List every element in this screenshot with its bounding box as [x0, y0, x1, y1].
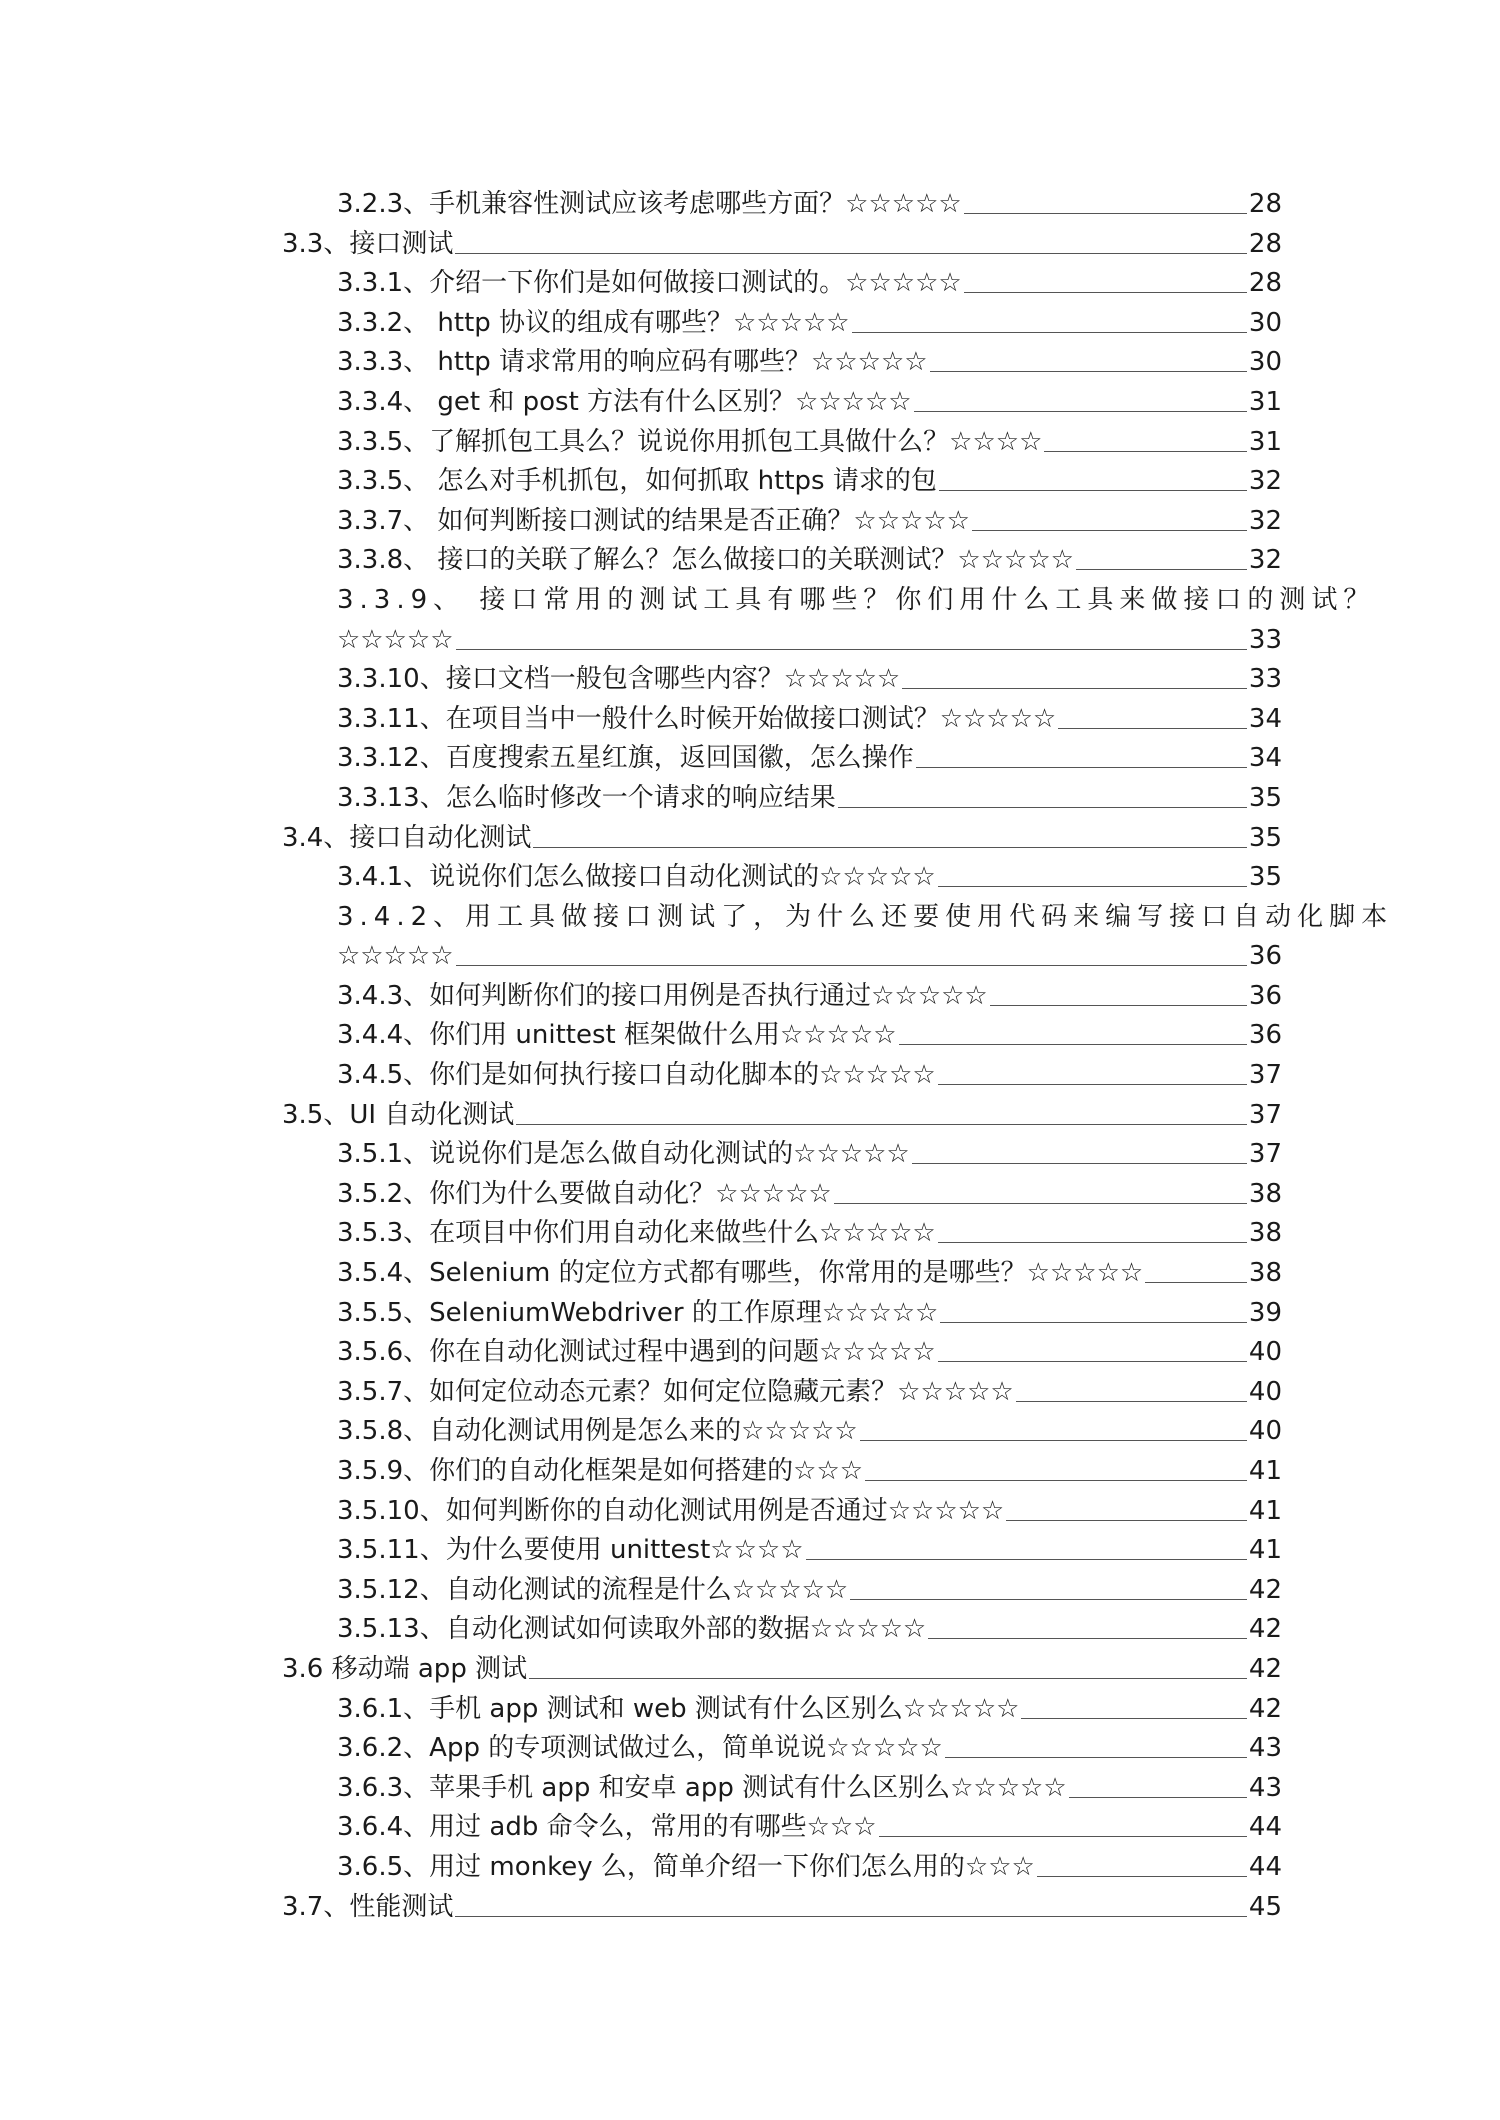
toc-entry[interactable]: [0, 422, 1500, 462]
toc-entry[interactable]: [0, 1847, 1500, 1887]
toc-leader-line: [1021, 1718, 1247, 1719]
toc-entry-title: 3.3.11、在项目当中一般什么时候开始做接口测试？☆☆☆☆☆: [337, 703, 1057, 734]
toc-leader-line: [938, 886, 1247, 887]
toc-entry-page-number: 33: [1248, 664, 1282, 695]
toc-entry[interactable]: [0, 1570, 1500, 1610]
toc-entry-title: 3.5.5、SeleniumWebdriver 的工作原理☆☆☆☆☆: [337, 1297, 939, 1328]
toc-entry[interactable]: [0, 976, 1500, 1016]
toc-entry-page-number: 31: [1248, 386, 1282, 417]
toc-entry-page-number: 40: [1248, 1416, 1282, 1447]
toc-leader-line: [852, 332, 1247, 333]
toc-entry-page-number: 43: [1248, 1772, 1282, 1803]
toc-entry-title: 3.3.12、百度搜索五星红旗，返回国徽，怎么操作: [337, 743, 914, 774]
toc-entry-title: 3.5.8、自动化测试用例是怎么来的☆☆☆☆☆: [337, 1416, 858, 1447]
toc-entry-page-number: 41: [1248, 1495, 1282, 1526]
toc-entry-title: 3.7、性能测试: [282, 1891, 454, 1922]
toc-entry[interactable]: [0, 1689, 1500, 1729]
toc-entry[interactable]: [0, 1807, 1500, 1847]
toc-entry-page-number: 44: [1248, 1812, 1282, 1843]
toc-entry-title: 3.4.3、如何判断你们的接口用例是否执行通过☆☆☆☆☆: [337, 980, 988, 1011]
toc-entry-title: 3.5.7、如何定位动态元素？如何定位隐藏元素？☆☆☆☆☆: [337, 1376, 1014, 1407]
toc-entry-page-number: 40: [1248, 1337, 1282, 1368]
toc-leader-line: [456, 649, 1247, 650]
toc-leader-line: [455, 1916, 1247, 1917]
toc-entry-page-number: 36: [1248, 980, 1282, 1011]
toc-leader-line: [945, 1757, 1247, 1758]
toc-entry-page-number: 43: [1248, 1733, 1282, 1764]
toc-entry-title: 3.3.1、介绍一下你们是如何做接口测试的。☆☆☆☆☆: [337, 268, 962, 299]
toc-entry[interactable]: [0, 1887, 1500, 1927]
toc-entry-page-number: 32: [1248, 545, 1282, 576]
toc-entry-page-number: 34: [1248, 703, 1282, 734]
toc-entry-title: 3.3、接口测试: [282, 228, 454, 259]
toc-entry[interactable]: [0, 778, 1500, 818]
toc-entry[interactable]: [0, 1768, 1500, 1808]
toc-entry-title: 3.5.3、在项目中你们用自动化来做些什么☆☆☆☆☆: [337, 1218, 936, 1249]
toc-entry[interactable]: [0, 1213, 1500, 1253]
toc-entry-page-number: 35: [1248, 862, 1282, 893]
toc-entry[interactable]: [0, 303, 1500, 343]
toc-entry[interactable]: [0, 382, 1500, 422]
toc-entry-title: 3.5.11、为什么要使用 unittest☆☆☆☆: [337, 1535, 804, 1566]
toc-entry-title: 3.3.10、接口文档一般包含哪些内容？☆☆☆☆☆: [337, 664, 901, 695]
toc-entry-page-number: 28: [1248, 228, 1282, 259]
toc-entry-title: 3.5.12、自动化测试的流程是什么☆☆☆☆☆: [337, 1574, 849, 1605]
toc-entry-page-number: 38: [1248, 1258, 1282, 1289]
toc-entry-title: 3.5.13、自动化测试如何读取外部的数据☆☆☆☆☆: [337, 1614, 927, 1645]
toc-entry-title: 3.5.6、你在自动化测试过程中遇到的问题☆☆☆☆☆: [337, 1337, 936, 1368]
toc-entry-page-number: 31: [1248, 426, 1282, 457]
toc-leader-line: [1037, 1876, 1247, 1877]
toc-entry-page-number: 33: [1248, 624, 1282, 655]
toc-leader-line: [938, 1084, 1247, 1085]
toc-leader-line: [930, 371, 1247, 372]
toc-entry-page-number: 36: [1248, 941, 1282, 972]
toc-leader-line: [879, 1836, 1247, 1837]
toc-leader-line: [806, 1559, 1247, 1560]
toc-entry-page-number: 38: [1248, 1218, 1282, 1249]
toc-entry[interactable]: [0, 1609, 1500, 1649]
toc-entry-page-number: 41: [1248, 1535, 1282, 1566]
toc-entry[interactable]: [0, 897, 1500, 937]
toc-entry-title: 3.4.1、说说你们怎么做接口自动化测试的☆☆☆☆☆: [337, 862, 936, 893]
toc-entry-page-number: 37: [1248, 1139, 1282, 1170]
toc-leader-line: [455, 253, 1247, 254]
toc-entry-page-number: 36: [1248, 1020, 1282, 1051]
toc-leader-line: [1044, 451, 1247, 452]
toc-leader-line: [914, 411, 1247, 412]
toc-entry[interactable]: [0, 1095, 1500, 1135]
toc-entry[interactable]: [0, 263, 1500, 303]
toc-entry-page-number: 42: [1248, 1653, 1282, 1684]
toc-leader-line: [938, 1242, 1247, 1243]
toc-entry[interactable]: [0, 1332, 1500, 1372]
toc-entry-title: 3.5.4、Selenium 的定位方式都有哪些，你常用的是哪些？☆☆☆☆☆: [337, 1258, 1144, 1289]
toc-leader-line: [529, 1678, 1247, 1679]
toc-entry-page-number: 39: [1248, 1297, 1282, 1328]
toc-entry[interactable]: [0, 1134, 1500, 1174]
toc-entry[interactable]: [0, 342, 1500, 382]
toc-entry-title: 3.4.4、你们用 unittest 框架做什么用☆☆☆☆☆: [337, 1020, 897, 1051]
toc-entry-page-number: 42: [1248, 1614, 1282, 1645]
toc-entry-title: 3.4、接口自动化测试: [282, 822, 532, 853]
toc-entry-rating: ☆☆☆☆☆: [337, 624, 454, 655]
toc-entry-title: 3.3.13、怎么临时修改一个请求的响应结果: [337, 782, 836, 813]
toc-entry-page-number: 42: [1248, 1693, 1282, 1724]
toc-entry[interactable]: [0, 659, 1500, 699]
toc-leader-line: [860, 1440, 1247, 1441]
toc-entry-page-number: 35: [1248, 822, 1282, 853]
toc-entry[interactable]: [0, 1372, 1500, 1412]
toc-entry-page-number: 30: [1248, 307, 1282, 338]
toc-entry[interactable]: [0, 224, 1500, 264]
toc-entry[interactable]: [0, 501, 1500, 541]
toc-entry-title: 3.6.4、用过 adb 命令么，常用的有哪些☆☆☆: [337, 1812, 877, 1843]
toc-entry-title: 3.3.5、 怎么对手机抓包，如何抓取 https 请求的包: [337, 466, 937, 497]
toc-entry[interactable]: [0, 818, 1500, 858]
toc-entry-title: 3.4.5、你们是如何执行接口自动化脚本的☆☆☆☆☆: [337, 1060, 936, 1091]
toc-entry-title: 3.3.4、 get 和 post 方法有什么区别？☆☆☆☆☆: [337, 386, 912, 417]
toc-leader-line: [940, 1322, 1247, 1323]
toc-leader-line: [899, 1044, 1247, 1045]
toc-entry-page-number: 40: [1248, 1376, 1282, 1407]
toc-leader-line: [938, 1361, 1247, 1362]
toc-entry-title: 3.5.9、你们的自动化框架是如何搭建的☆☆☆: [337, 1456, 864, 1486]
toc-leader-line: [1069, 1797, 1247, 1798]
toc-leader-line: [902, 688, 1247, 689]
toc-entry-continuation[interactable]: [0, 936, 1500, 976]
toc-leader-line: [1145, 1282, 1247, 1283]
toc-entry[interactable]: [0, 1451, 1500, 1491]
toc-entry-title: 3.6.2、App 的专项测试做过么，简单说说☆☆☆☆☆: [337, 1733, 943, 1764]
toc-entry[interactable]: [0, 461, 1500, 501]
toc-leader-line: [939, 490, 1247, 491]
toc-leader-line: [1016, 1401, 1247, 1402]
toc-entry[interactable]: [0, 580, 1500, 620]
toc-entry[interactable]: [0, 1293, 1500, 1333]
toc-entry-page-number: 28: [1248, 268, 1282, 299]
toc-entry-title: 3.6.5、用过 monkey 么，简单介绍一下你们怎么用的☆☆☆: [337, 1851, 1035, 1882]
toc-entry[interactable]: [0, 1530, 1500, 1570]
toc-entry-page-number: 44: [1248, 1851, 1282, 1882]
toc-entry[interactable]: [0, 1174, 1500, 1214]
toc-entry-page-number: 32: [1248, 466, 1282, 497]
toc-leader-line: [838, 807, 1247, 808]
toc-leader-line: [533, 847, 1247, 848]
toc-entry-page-number: 32: [1248, 505, 1282, 536]
toc-entry[interactable]: [0, 1728, 1500, 1768]
toc-entry[interactable]: [0, 1055, 1500, 1095]
toc-entry[interactable]: [0, 1411, 1500, 1451]
toc-leader-line: [850, 1599, 1247, 1600]
toc-leader-line: [516, 1124, 1247, 1125]
toc-leader-line: [990, 1005, 1247, 1006]
toc-entry-title: 3.3.8、 接口的关联了解么？怎么做接口的关联测试？☆☆☆☆☆: [337, 545, 1074, 576]
toc-entry-page-number: 30: [1248, 347, 1282, 378]
toc-entry-title: 3.3.2、 http 协议的组成有哪些？☆☆☆☆☆: [337, 307, 850, 338]
toc-leader-line: [916, 767, 1247, 768]
toc-entry[interactable]: [0, 699, 1500, 739]
toc-entry-page-number: 37: [1248, 1060, 1282, 1091]
toc-leader-line: [964, 292, 1247, 293]
toc-entry-title: 3.3.9、 接口常用的测试工具有哪些？你们用什么工具来做接口的测试？: [337, 584, 1376, 615]
toc-entry-title: 3.4.2、用工具做接口测试了，为什么还要使用代码来编写接口自动化脚本: [337, 901, 1394, 932]
toc-entry[interactable]: [0, 1015, 1500, 1055]
toc-entry-title: 3.6 移动端 app 测试: [282, 1653, 528, 1684]
toc-leader-line: [1076, 569, 1247, 570]
table-of-contents: [0, 184, 1500, 1926]
toc-entry-title: 3.3.7、 如何判断接口测试的结果是否正确？☆☆☆☆☆: [337, 505, 970, 536]
toc-leader-line: [834, 1203, 1247, 1204]
toc-leader-line: [972, 530, 1247, 531]
toc-entry-title: 3.3.3、 http 请求常用的响应码有哪些？☆☆☆☆☆: [337, 347, 928, 378]
toc-entry-title: 3.5.10、如何判断你的自动化测试用例是否通过☆☆☆☆☆: [337, 1495, 1005, 1526]
toc-entry[interactable]: [0, 1649, 1500, 1689]
toc-entry[interactable]: [0, 1253, 1500, 1293]
toc-leader-line: [928, 1638, 1247, 1639]
toc-entry-title: 3.2.3、手机兼容性测试应该考虑哪些方面？☆☆☆☆☆: [337, 189, 962, 219]
toc-leader-line: [456, 965, 1247, 966]
toc-entry-title: 3.5.1、说说你们是怎么做自动化测试的☆☆☆☆☆: [337, 1139, 910, 1170]
toc-entry[interactable]: [0, 738, 1500, 778]
toc-leader-line: [964, 213, 1247, 214]
toc-entry[interactable]: [0, 857, 1500, 897]
toc-entry-page-number: 37: [1248, 1099, 1282, 1130]
toc-entry-page-number: 35: [1248, 782, 1282, 813]
toc-entry-title: 3.6.3、苹果手机 app 和安卓 app 测试有什么区别么☆☆☆☆☆: [337, 1772, 1067, 1803]
toc-entry-rating: ☆☆☆☆☆: [337, 941, 454, 972]
toc-entry[interactable]: [0, 1491, 1500, 1531]
toc-leader-line: [1006, 1520, 1247, 1521]
toc-leader-line: [912, 1163, 1247, 1164]
toc-entry[interactable]: [0, 184, 1500, 224]
toc-entry-page-number: 42: [1248, 1574, 1282, 1605]
toc-entry-continuation[interactable]: [0, 620, 1500, 660]
toc-entry[interactable]: [0, 540, 1500, 580]
toc-entry-title: 3.6.1、手机 app 测试和 web 测试有什么区别么☆☆☆☆☆: [337, 1693, 1020, 1724]
toc-entry-page-number: 45: [1248, 1891, 1282, 1922]
toc-entry-page-number: 34: [1248, 743, 1282, 774]
toc-leader-line: [1058, 728, 1247, 729]
toc-entry-page-number: 41: [1248, 1456, 1282, 1486]
toc-leader-line: [865, 1480, 1247, 1481]
toc-entry-page-number: 38: [1248, 1178, 1282, 1209]
toc-entry-title: 3.3.5、了解抓包工具么？说说你用抓包工具做什么？☆☆☆☆: [337, 426, 1043, 457]
toc-entry-title: 3.5、UI 自动化测试: [282, 1099, 515, 1130]
toc-entry-title: 3.5.2、你们为什么要做自动化？☆☆☆☆☆: [337, 1178, 832, 1209]
toc-entry-page-number: 28: [1248, 189, 1282, 219]
